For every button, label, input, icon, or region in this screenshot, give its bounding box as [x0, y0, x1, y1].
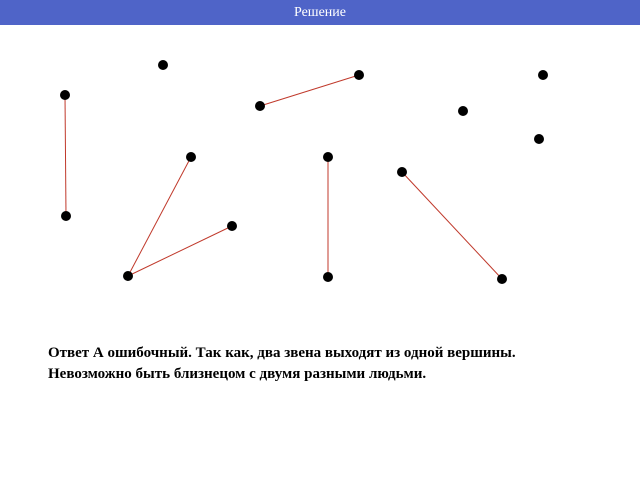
- graph-node-10: [397, 167, 407, 177]
- graph-node-9: [323, 152, 333, 162]
- graph-edges: [65, 75, 502, 279]
- graph-node-7: [534, 134, 544, 144]
- graph-node-12: [227, 221, 237, 231]
- graph-node-15: [497, 274, 507, 284]
- graph-node-2: [354, 70, 364, 80]
- graph-node-5: [255, 101, 265, 111]
- graph-node-11: [61, 211, 71, 221]
- answer-line-1: Ответ А ошибочный. Так как, два звена выходят из одной вершины.: [48, 345, 516, 361]
- answer-text: [48, 343, 628, 385]
- graph-node-6: [458, 106, 468, 116]
- graph-edge-4: [128, 226, 232, 276]
- graph-node-14: [323, 272, 333, 282]
- graph-node-8: [186, 152, 196, 162]
- graph-edge-2: [260, 75, 359, 106]
- graph-node-3: [538, 70, 548, 80]
- graph-node-13: [123, 271, 133, 281]
- graph-edge-3: [128, 157, 191, 276]
- graph-node-4: [60, 90, 70, 100]
- slide-title: Решение: [293, 5, 346, 20]
- graph-node-1: [158, 60, 168, 70]
- answer-line-2: Невозможно быть близнецом с двумя разными людьми.: [48, 366, 427, 382]
- graph-edge-6: [402, 172, 502, 279]
- graph-edge-1: [65, 95, 66, 216]
